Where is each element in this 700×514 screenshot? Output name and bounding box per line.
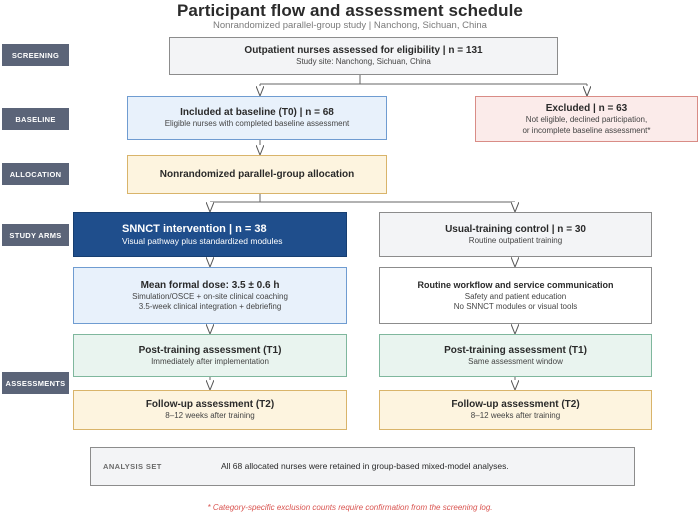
included-box	[127, 96, 387, 140]
control-arm-subtitle: Routine outpatient training	[468, 235, 563, 245]
control-arm-title: Usual-training control | n = 30	[445, 223, 586, 235]
intervention-follow-subtitle: 8–12 weeks after training	[165, 411, 255, 421]
intervention-follow-title: Follow-up assessment (T2)	[145, 399, 275, 411]
included-box-title: Included at baseline (T0) | n = 68	[180, 107, 334, 119]
screening-box	[169, 37, 558, 75]
intervention-dose-box	[73, 267, 347, 324]
stage-label-screening: SCREENING	[2, 44, 69, 66]
excluded-box-title: Excluded | n = 63	[545, 103, 628, 114]
page-subtitle: Nonrandomized parallel-group study | Nanchong, Sichuan, China	[213, 20, 487, 31]
footnote: * Category-specific exclusion counts require confirmation from the screening log.	[207, 503, 493, 512]
control-post-subtitle: Same assessment window	[468, 356, 563, 366]
intervention-post-subtitle: Immediately after implementation	[151, 356, 269, 366]
excluded-box-line-1: Not eligible, declined participation,	[525, 115, 648, 124]
control-arm-box	[379, 212, 652, 257]
connector-allocation	[210, 194, 515, 202]
control-follow-title: Follow-up assessment (T2)	[451, 399, 580, 411]
intervention-post-title: Post-training assessment (T1)	[138, 344, 282, 356]
stage-label-baseline: BASELINE	[2, 108, 69, 130]
included-box-subtitle: Eligible nurses with completed baseline assessment	[164, 119, 350, 129]
excluded-box-line-2: or incomplete baseline assessment*	[522, 125, 651, 135]
control-follow-box	[379, 390, 652, 430]
control-workflow-line-1: Safety and patient education	[464, 291, 567, 301]
control-follow-subtitle: 8–12 weeks after training	[470, 411, 561, 421]
excluded-box	[475, 96, 698, 142]
stage-label-allocation: ALLOCATION	[2, 163, 69, 185]
intervention-arm-box	[73, 212, 347, 257]
intervention-dose-line-2: 3.5-week clinical integration + debriefing	[138, 302, 282, 311]
intervention-dose-title: Mean formal dose: 3.5 ± 0.6 h	[140, 279, 280, 291]
intervention-arm-subtitle: Visual pathway plus standardized modules	[122, 235, 283, 246]
screening-box-subtitle: Study site: Nanchong, Sichuan, China	[296, 57, 431, 67]
intervention-dose-line-1: Simulation/OSCE + on-site clinical coaching	[132, 291, 288, 301]
control-post-title: Post-training assessment (T1)	[444, 344, 587, 356]
allocation-box	[127, 155, 387, 194]
page-title: Participant flow and assessment schedule	[176, 1, 523, 20]
screening-box-title: Outpatient nurses assessed for eligibility | n = 131	[244, 45, 483, 57]
control-workflow-line-2: No SNNCT modules or visual tools	[453, 302, 578, 311]
intervention-follow-box	[73, 390, 347, 430]
stage-label-assessments: ASSESSMENTS	[2, 372, 69, 394]
intervention-post-box	[73, 334, 347, 377]
analysis-set-box	[90, 447, 635, 486]
analysis-set-text: All 68 allocated nurses were retained in group-based mixed-model analyses.	[221, 461, 509, 471]
control-workflow-title: Routine workflow and service communication	[417, 279, 614, 290]
control-post-box	[379, 334, 652, 377]
connector-screening	[260, 75, 587, 95]
analysis-set-label: ANALYSIS SET	[103, 462, 162, 471]
allocation-box-title: Nonrandomized parallel-group allocation	[159, 169, 355, 180]
stage-label-study-arms: STUDY ARMS	[2, 224, 69, 246]
control-workflow-box	[379, 267, 652, 324]
intervention-arm-title: SNNCT intervention | n = 38	[122, 222, 267, 235]
